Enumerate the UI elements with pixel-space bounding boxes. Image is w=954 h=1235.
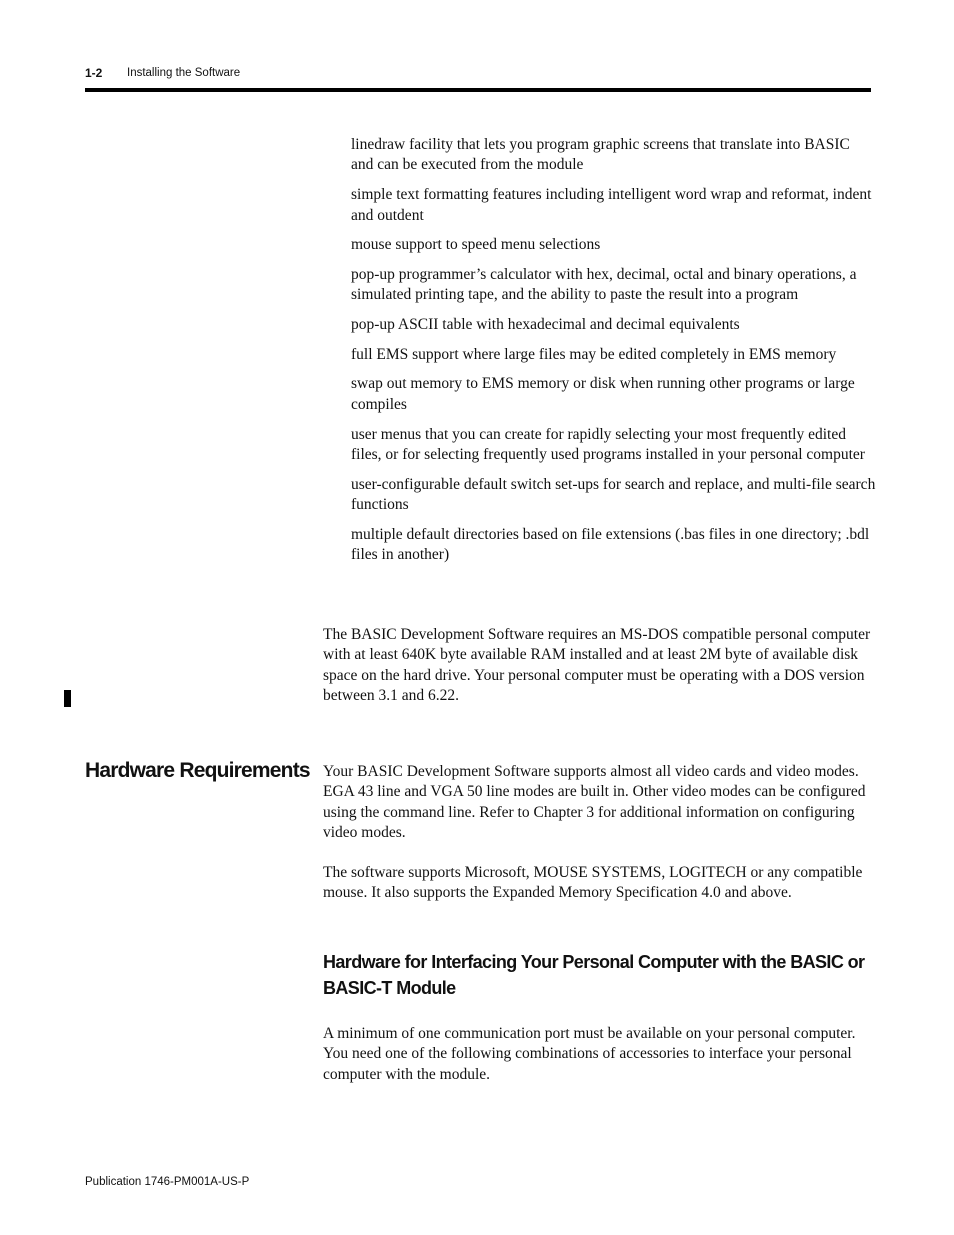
feature-item: swap out memory to EMS memory or disk when running other programs or large compiles: [351, 375, 855, 413]
header-rule: [85, 88, 871, 92]
publication-footer: Publication 1746-PM001A-US-P: [85, 1176, 250, 1188]
feature-item: user menus that you can create for rapidly selecting your most frequently edited files, or for selecting frequently used programs installed in your personal computer: [351, 425, 865, 463]
feature-item: pop-up ASCII table with hexadecimal and decimal equivalents: [351, 316, 740, 334]
feature-item: linedraw facility that lets you program graphic screens that translate into BASIC and can be executed from the module: [351, 136, 850, 174]
interfacing-paragraph: A minimum of one communication port must be available on your personal computer. You need one of the following combinations of accessories to interface your personal computer with the module.: [323, 1025, 856, 1083]
hardware-requirements-heading: Hardware Requirements: [85, 759, 310, 782]
feature-item: pop-up programmer’s calculator with hex, decimal, octal and binary operations, a simulated printing tape, and the ability to paste the result into a program: [351, 265, 857, 304]
video-support-paragraph: Your BASIC Development Software supports almost all video cards and video modes. EGA 43 line and VGA 50 line modes are built in. Other video modes can be configured using the command line. Refer to Chapter 3 for additional information on configuring video modes.: [323, 763, 866, 842]
feature-item: user-configurable default switch set-ups for search and replace, and multi-file search functions: [351, 475, 876, 514]
chapter-title: Installing the Software: [127, 67, 241, 79]
feature-item: full EMS support where large files may be edited completely in EMS memory: [351, 345, 837, 363]
interfacing-heading: Hardware for Interfacing Your Personal Computer with the BASIC or BASIC-T Module: [323, 952, 865, 998]
feature-list: [351, 135, 876, 575]
requirements-paragraph: The BASIC Development Software requires an MS-DOS compatible personal computer with at least 640K byte available RAM installed and at least 2M byte of available disk space on the hard drive. Your personal computer must be operating with a DOS version between 3.1 and 6.22.: [323, 626, 871, 705]
page-number: 1-2: [85, 66, 103, 80]
mouse-support-paragraph: The software supports Microsoft, MOUSE SYSTEMS, LOGITECH or any compatible mouse. It also supports the Expanded Memory Specification 4.0 and above.: [323, 864, 863, 902]
feature-item: multiple default directories based on file extensions (.bas files in one directory; .bdl files in another): [351, 525, 870, 564]
feature-item: mouse support to speed menu selections: [351, 236, 601, 254]
feature-item: simple text formatting features including intelligent word wrap and reformat, indent and outdent: [351, 186, 872, 224]
change-bar: [64, 690, 71, 707]
